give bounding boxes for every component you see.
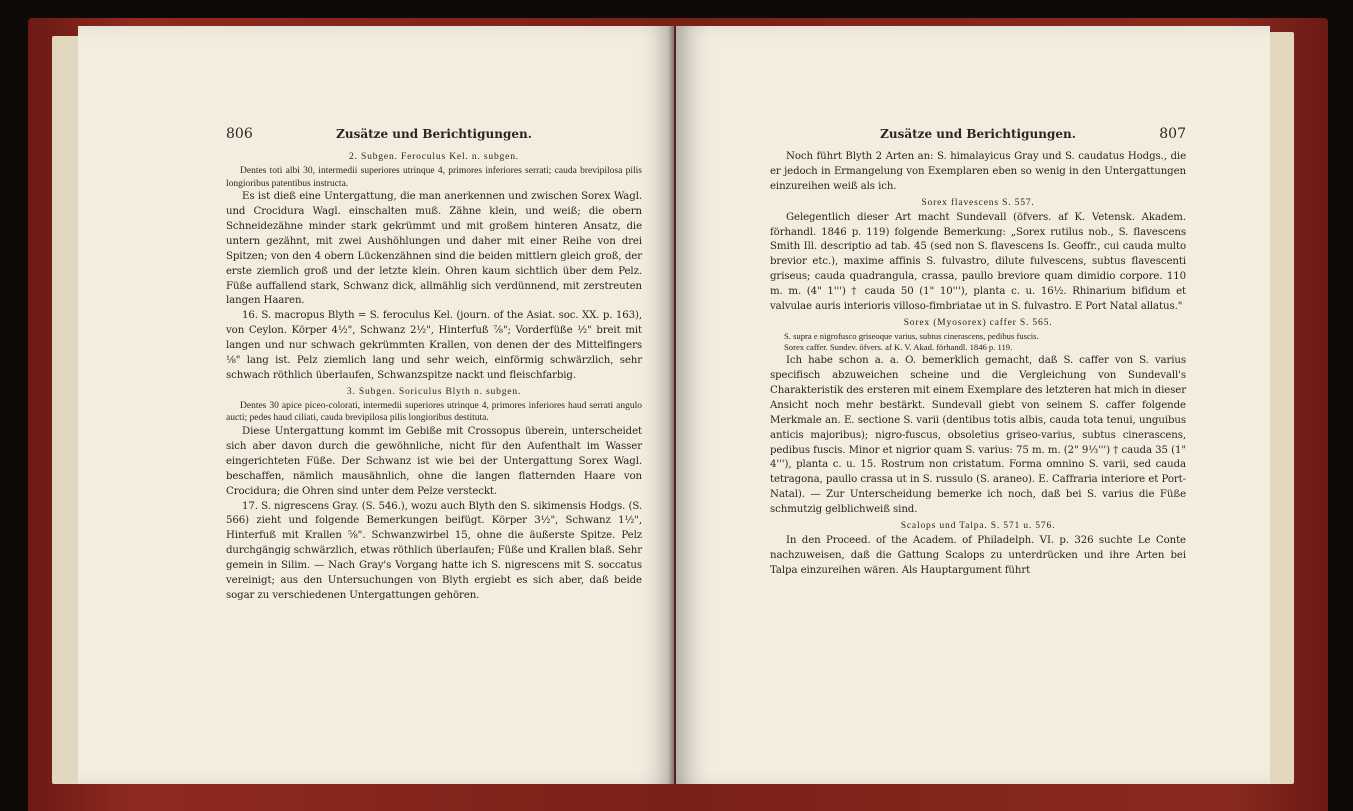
paragraph: In den Proceed. of the Academ. of Philadelph. VI. p. 326 suchte Le Conte nachzuweisen, daß die Gattung Scalops zu unterdrücken und ihre Arten bei Talpa einzureihen wären. Als Hauptargument führt [770, 534, 1186, 576]
paragraph: Sorex (Myosorex) caffer S. 565. [903, 316, 1053, 328]
paragraph: Sorex flavescens S. 557. [921, 196, 1035, 208]
paragraph: Noch führt Blyth 2 Arten an: S. himalayicus Gray und S. caudatus Hodgs., die er jedoch in Ermangelung von Exemplaren eben so wenig in den Untergattungen einzureihen weiß als ich. [770, 151, 1186, 192]
paragraph: Gelegentlich dieser Art macht Sundevall (öfvers. af K. Vetensk. Akadem. förhandl. 1846 p. 119) folgende Bemerkung: „Sorex rutilus nob., S. flavescens Smith Ill. descriptio ad tab. 45 (sed non S. flavescens Is. Geoffr., cui cauda multo brevior etc.), maxime affinis S. fulvastro, dilute fulvescens, subtus flavescenti griseus; cauda quadrangula, crassa, paullo breviore quam dimidio corpore. 110 m. m. (4" 1''') † cauda 50 (1" 10'''), planta c. u. 16½. Rhinarium bifidum et valvulae auris interioris villoso-fimbriatae ut in S. fulvastro. E Port Natal allatus." [770, 211, 1186, 313]
paragraph: S. supra e nigrofusco griseoque varius, subtus cinerascens, pedibus fuscis. [784, 330, 1039, 341]
paragraph: Diese Untergattung kommt im Gebiße mit Crossopus überein, unterscheidet sich aber davon durch die gewöhnliche, nicht für den Aufenthalt im Wasser eingerichteten Füße. Der Schwanz ist wie bei der Untergattung Sorex Wagl. beschaffen, nämlich mausähnlich, ohne die langen flatternden Haare von Crocidura; die Ohren sind unter dem Pelze versteckt. [226, 425, 642, 497]
paragraph: Scalops und Talpa. S. 571 u. 576. [900, 520, 1056, 532]
running-title: Zusätze und Berichtigungen. [336, 127, 532, 141]
left-page [78, 26, 674, 784]
running-title: Zusätze und Berichtigungen. [880, 127, 1076, 141]
paragraph: 2. Subgen. Feroculus Kel. n. subgen. [348, 151, 520, 162]
paragraph: Sorex caffer. Sundev. öfvers. af K. V. Akad. förhandl. 1846 p. 119. [784, 342, 1013, 353]
paragraph: 16. S. macropus Blyth = S. feroculus Kel. (journ. of the Asiat. soc. XX. p. 163), von Ceylon. Körper 4½", Schwanz 2½", Hinterfuß ⅞"; Vorderfüße ½" breit mit langen und nur schwach gekrümmten Krallen, von denen der des Mittelfingers ⅛" lang ist. Pelz ziemlich lang und sehr weich, einförmig schwärzlich, sehr schwach röthlich überlaufen, Schwanzspitze nackt und fleischfarbig. [226, 310, 642, 381]
paragraph: 17. S. nigrescens Gray. (S. 546.), wozu auch Blyth den S. sikimensis Hodgs. (S. 566) zieht und folgende Bemerkungen beifügt. Körper 3½", Schwanz 1½", Hinterfuß mit Krallen ⅝". Schwanzwirbel 15, ohne die äußerste Spitze. Pelz durchgängig schwärzlich, etwas röthlich überlaufen; Füße und Krallen blaß. Sehr gemein in Silim. — Nach Gray's Vorgang hatte ich S. nigrescens mit S. soccatus vereinigt; aus den Untersuchungen von Blyth ergiebt es sich aber, daß beide sogar zu verschiedenen Untergattungen gehören. [226, 500, 642, 601]
page-number: 807 [1159, 126, 1186, 142]
left-page-header [226, 126, 642, 142]
right-page [676, 26, 1270, 784]
paragraph: Es ist dieß eine Untergattung, die man anerkennen und zwischen Sorex Wagl. und Crocidura Wagl. einschalten muß. Zähne klein, und weiß; die obern Schneidezähne minder stark gekrümmt und mit großem hinteren Ansatz, die untern gezähnt, mit zwei Aushöhlungen und daher mit einer Reihe von drei Spitzen; von den 4 obern Lückenzähnen sind die beiden mittlern gleich groß, der erste ziemlich groß und der letzte klein. Ohren kaum sichtlich über dem Pelz. Füße auffallend stark, Schwanz dick, allmählig sich verdünnend, mit zerstreuten langen Haaren. [226, 191, 642, 307]
page-edges-right [1268, 32, 1294, 784]
paragraph: Dentes toti albi 30, intermedii superiores utrinque 4, primores inferiores serrati; cauda brevipilosa pilis longioribus patentibus instructa. [226, 165, 642, 189]
page-edges-left [52, 36, 80, 784]
paragraph: Dentes 30 apice piceo-colorati, intermedii superiores utrinque 4, primores inferiores haud serrati angulo aucti; pedes haud ciliati, cauda brevipilosa pilis longioribus destituta. [226, 400, 642, 424]
left-page-content [226, 126, 642, 604]
paragraph: Ich habe schon a. a. O. bemerklich gemacht, daß S. caffer von S. varius specifisch abzuweichen scheine und die Vergleichung von Sundevall's Charakteristik des ersteren mit einem Exemplare des letzteren hat mich in dieser Ansicht noch mehr bestärkt. Sundevall giebt von seinem S. caffer folgende Merkmale an. E. sectione S. varii (dentibus totis albis, cauda tota tenui, unguibus anticis majoribus); nigro-fuscus, obsoletius griseo-varius, subtus cinerascens, pedibus fuscis. Minor et nigrior quam S. varius: 75 m. m. (2" 9⅓''') † cauda 35 (1" 4'''), planta c. u. 15. Rostrum non cristatum. Forma omnino S. varii, sed cauda tetragona, paullo crassa ut in S. russulo (S. araneo). E. Caffraria interiore et Port-Natal). — Zur Unterscheidung bemerke ich noch, daß bei S. varius die Füße schmutzig gelblichweiß sind. [770, 355, 1186, 516]
right-page-content [770, 126, 1186, 579]
right-page-body [770, 150, 1186, 579]
page-number: 806 [226, 126, 253, 142]
paragraph: 3. Subgen. Soriculus Blyth n. subgen. [346, 385, 522, 397]
left-page-body [226, 150, 642, 604]
right-page-header [770, 126, 1186, 142]
